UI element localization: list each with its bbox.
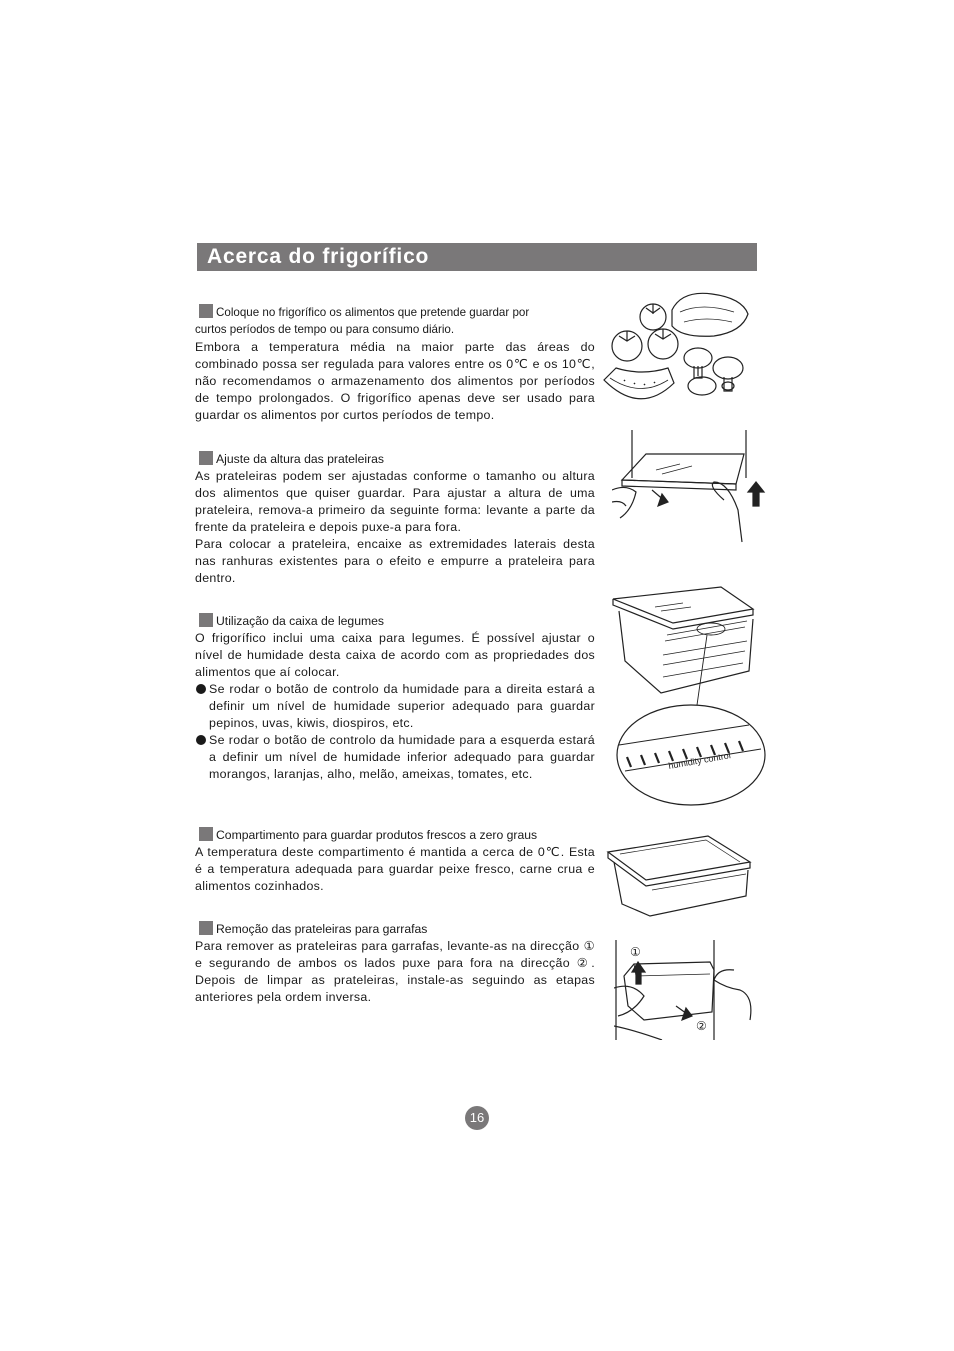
section-heading: Ajuste da altura das prateleiras (195, 450, 595, 468)
food-illustration (602, 288, 752, 413)
section-heading-continued: curtos períodos de tempo ou para consumo diário. (195, 323, 455, 336)
section-bottle-shelves (195, 920, 595, 1006)
square-bullet-icon (199, 304, 213, 318)
square-bullet-icon (199, 613, 213, 627)
square-bullet-icon (199, 921, 213, 935)
paragraph: O frigorífico inclui uma caixa para legumes. É possível ajustar o nível de humidade desta caixa de acordo com as propriedades dos alimentos que aí colocar. (195, 631, 595, 679)
square-bullet-icon (199, 451, 213, 465)
section-heading: Utilização da caixa de legumes (195, 612, 595, 630)
page-number: 16 (465, 1106, 489, 1130)
humidity-label: humidity control (667, 750, 732, 771)
bullet-dot-icon (196, 735, 206, 745)
paragraph: As prateleiras podem ser ajustadas conforme o tamanho ou altura dos alimentos que quiser guardar. Para ajustar a altura de uma prateleira, remova-a primeiro da seguinte forma: levante a parte da frente da prateleira e depois puxe-a para fora. (195, 469, 595, 534)
bullet-item: Se rodar o botão de controlo da humidade para a direita estará a definir um nível de humidade superior adequado para guardar pepinos, uvas, kiwis, diospiros, etc. (195, 681, 595, 732)
paragraph: Embora a temperatura média na maior parte das áreas do combinado possa ser regulada para valores entre os 0℃ e os 10℃, não recomendamos o armazenamento dos alimentos por períodos de tempo prolongados. O frigorífico apenas deve ser usado para guardar os alimentos por curtos períodos de tempo. (195, 340, 595, 422)
zero-degree-box-illustration (606, 834, 754, 918)
paragraph: Para colocar a prateleira, encaixe as extremidades laterais desta nas ranhuras existentes para o efeito e empurre a prateleira para dentro. (195, 537, 595, 585)
bullet-item: Se rodar o botão de controlo da humidade para a esquerda estará a definir um nível de humidade inferior adequado para guardar morangos, laranjas, alho, melão, ameixas, tomates, etc. (195, 732, 595, 783)
section-zero-degree (195, 826, 595, 895)
section-food-storage (195, 304, 595, 424)
bottle-shelf-illustration (614, 940, 754, 1040)
step-1-label: ① (630, 945, 641, 959)
section-heading: Remoção das prateleiras para garrafas (195, 920, 595, 938)
paragraph: Para remover as prateleiras para garrafas, levante-as na direcção ① e segurando de ambos os lados puxe para fora na direcção ②. Depois de limpar as prateleiras, instale-as seguindo as etapas anteriores pela ordem inversa. (195, 939, 595, 1004)
shelf-illustration (612, 430, 770, 545)
section-heading: Compartimento para guardar produtos frescos a zero graus (195, 826, 595, 844)
square-bullet-icon (199, 827, 213, 841)
paragraph: A temperatura deste compartimento é mantida a cerca de 0℃. Esta é a temperatura adequada para guardar peixe fresco, carne crua e alimentos cozinhados. (195, 845, 595, 893)
section-heading: Coloque no frigorífico os alimentos que pretende guardar por (195, 304, 595, 322)
vegetable-box-illustration (611, 585, 767, 810)
page-title: Acerca do frigorífico (207, 245, 430, 268)
section-shelf-height (195, 450, 595, 587)
title-banner (197, 243, 757, 271)
section-vegetable-box (195, 612, 595, 783)
step-2-label: ② (696, 1019, 707, 1033)
bullet-dot-icon (196, 684, 206, 694)
